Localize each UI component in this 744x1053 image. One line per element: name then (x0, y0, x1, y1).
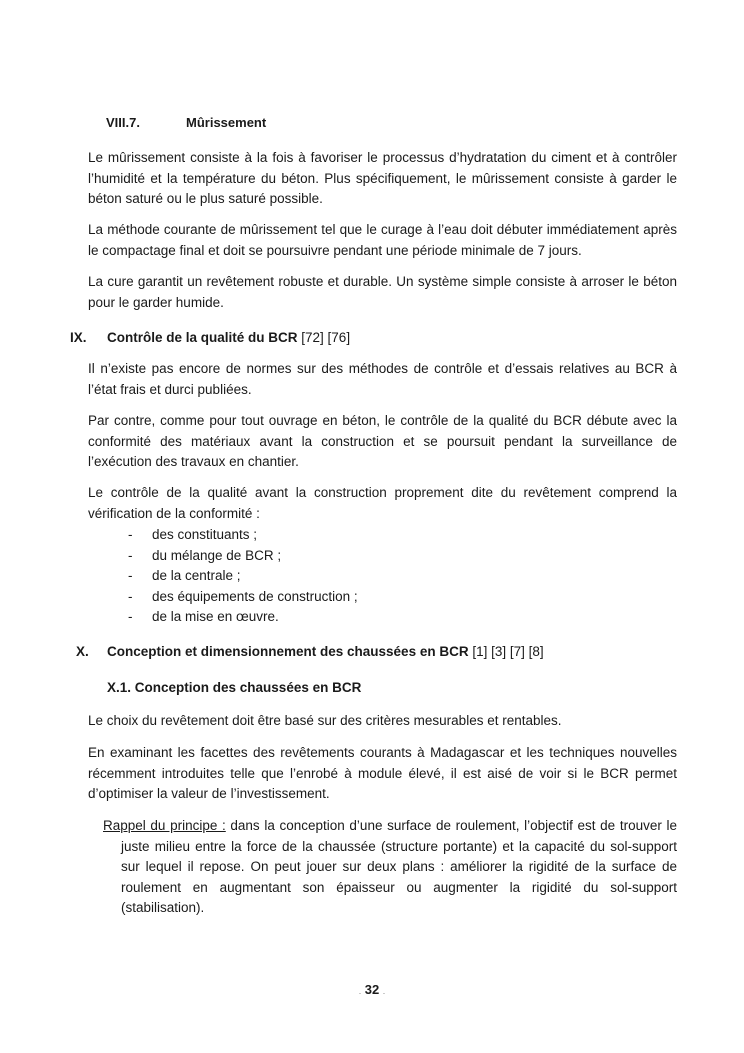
paragraph-conception-1: Le choix du revêtement doit être basé sur des critères mesurables et rentables. (88, 713, 562, 728)
rappel-label: Rappel du principe : (103, 818, 226, 833)
section-heading-viii7 (106, 115, 140, 130)
section-title: Mûrissement (186, 115, 267, 130)
list-item: - des équipements de construction ; (128, 588, 358, 604)
paragraph-controle-3: Le contrôle de la qualité avant la construction proprement dite du revêtement comprend la vérification de la conformité : (88, 485, 677, 521)
section-number: VIII.7. (106, 115, 140, 130)
section-refs: [72] [76] (301, 330, 351, 345)
list-item: - des constituants ; (128, 527, 258, 542)
paragraph-murissement-3: La cure garantit un revêtement robuste et durable. Un système simple consiste à arroser le béton pour le garder humide. (88, 274, 677, 310)
paragraph-controle-2: Par contre, comme pour tout ouvrage en béton, le contrôle de la qualité du BCR débute avec la conformité des matériaux avant la construction et se poursuit pendant la surveillance de l’exécution des travaux en chantier. (88, 413, 677, 470)
section-title: Conception des chaussées en BCR (134, 680, 362, 695)
list-item: - du mélange de BCR ; (128, 547, 282, 563)
section-heading-ix (70, 330, 87, 345)
section-number: X. (76, 644, 89, 659)
paragraph-controle-1: Il n’existe pas encore de normes sur des méthodes de contrôle et d’essais relatives au BCR à l’état frais et durci publiées. (88, 361, 677, 397)
section-title-x (107, 644, 544, 659)
paragraph-conception-2: En examinant les facettes des revêtements courants à Madagascar et les techniques nouvelles récemment introduites telle que l’enrobé à module élevé, il est aisé de voir si le BCR permet d’optimiser la valeur de l’investissement. (88, 745, 677, 802)
page-number-value: 32 (364, 982, 380, 997)
paragraph-murissement-1: Le mûrissement consiste à la fois à favoriser le processus d’hydratation du ciment et à contrôler l’humidité et la température du béton. Plus spécifiquement, le mûrissement consiste à garder le béton saturé ou le plus saturé possible. (88, 150, 677, 207)
section-title: Contrôle de la qualité du BCR (107, 330, 298, 345)
list-item: - de la mise en œuvre. (128, 609, 279, 625)
conformity-list (128, 525, 358, 628)
section-heading-x1 (107, 680, 361, 695)
page-number: . 32 . (358, 982, 386, 997)
section-title: Conception et dimensionnement des chaussées en BCR (107, 644, 469, 659)
section-number: IX. (70, 330, 87, 345)
rappel-paragraph (103, 816, 677, 919)
section-title-ix (107, 330, 350, 345)
rappel-text: dans la conception d’une surface de roulement, l’objectif est de trouver le juste milieu entre la force de la chaussée (structure portante) et la capacité du sol-support sur lequel il repose. On peut jouer sur deux plans : améliorer la rigidité de la surface de roulement en augmentant son épaisseur ou augmenter la rigidité du sol-support (stabilisation). (121, 818, 678, 916)
paragraph-murissement-2: La méthode courante de mûrissement tel que le curage à l’eau doit débuter immédiatement après le compactage final et doit se poursuivre pendant une période minimale de 7 jours. (88, 222, 677, 258)
section-refs: [1] [3] [7] [8] (472, 644, 544, 659)
list-item: - de la centrale ; (128, 568, 241, 584)
section-title-viii7 (186, 115, 266, 130)
section-number: X.1. (107, 680, 132, 695)
section-heading-x (76, 644, 89, 659)
